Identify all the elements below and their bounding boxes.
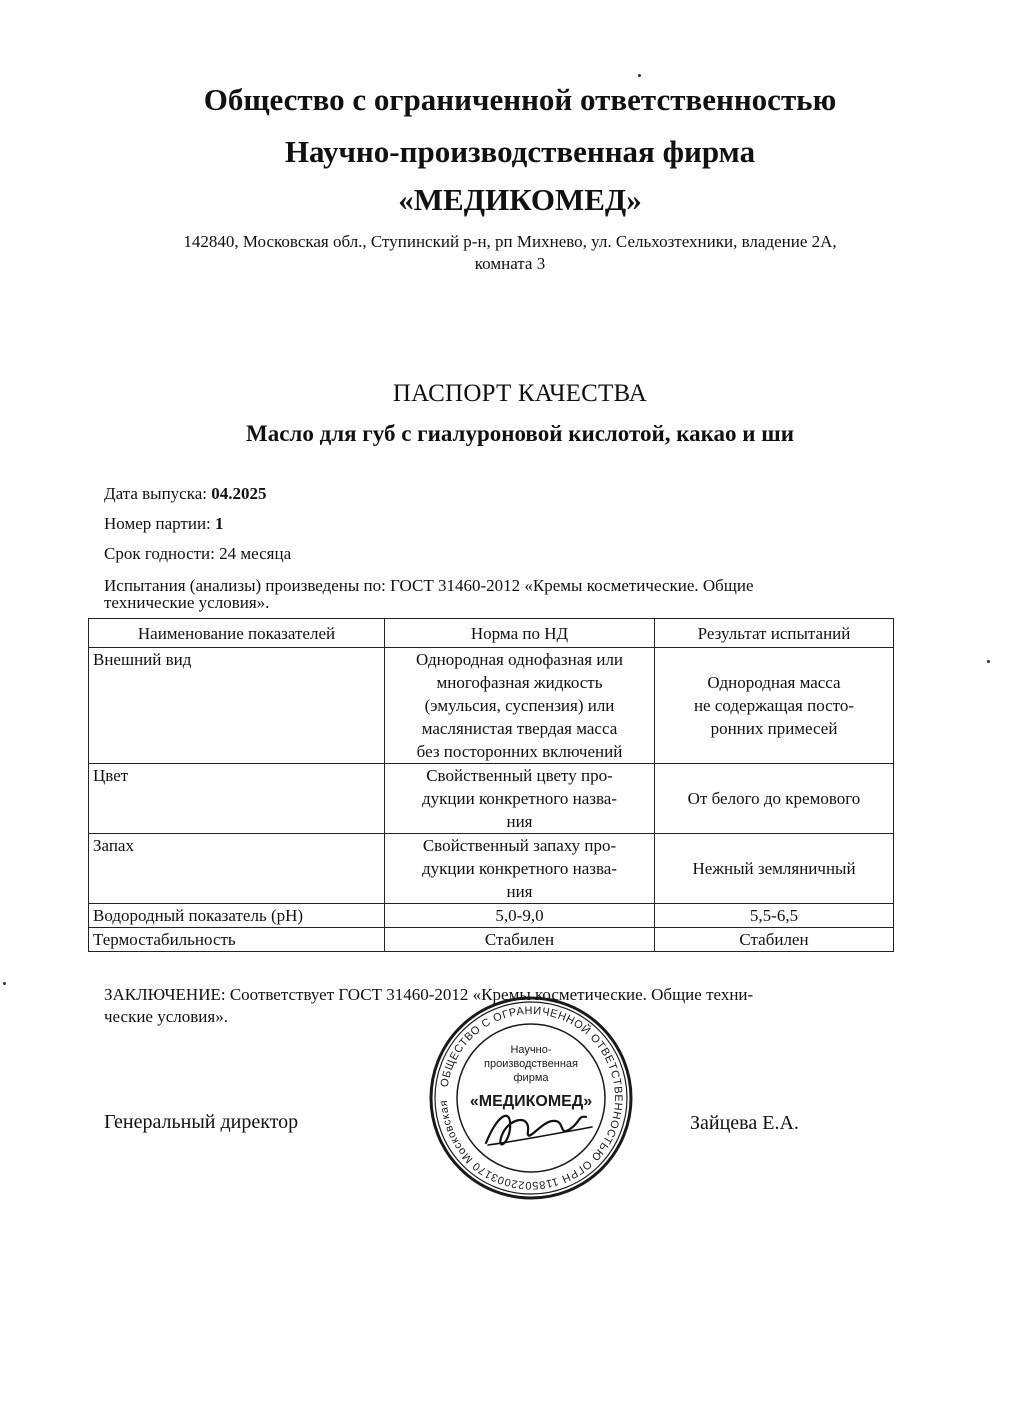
company-name-line3: «МЕДИКОМЕД» — [398, 182, 642, 217]
row-result: Стабилен — [655, 928, 894, 952]
row-name: Внешний вид — [89, 648, 385, 764]
row-name: Термостабильность — [89, 928, 385, 952]
norm-line: дукции конкретного назва- — [422, 789, 617, 808]
stamp-inner-line2: производственная — [484, 1058, 578, 1070]
norm-line: ния — [506, 882, 533, 901]
table-row — [89, 764, 894, 834]
company-name-line1: Общество с ограниченной ответственностью — [203, 82, 837, 117]
norm-line: Свойственный запаху про- — [422, 836, 617, 855]
row-norm: Стабилен — [385, 928, 655, 952]
result-line: ронних примесей — [710, 719, 838, 738]
norm-line: Однородная однофазная или — [415, 650, 624, 669]
batch-value: 1 — [215, 514, 224, 533]
row-name: Цвет — [89, 764, 385, 834]
company-name-line2: Научно-производственная фирма — [284, 134, 756, 169]
row-result — [655, 834, 894, 904]
tests-line2: технические условия». — [104, 593, 270, 612]
row-result: 5,5-6,5 — [655, 904, 894, 928]
norm-line: маслянистая твердая масса — [421, 719, 618, 738]
stamp-graphic — [428, 995, 634, 1201]
address-line2: комната 3 — [474, 254, 546, 273]
row-norm — [385, 764, 655, 834]
issue-date — [104, 484, 267, 504]
result-line: Однородная масса — [707, 673, 841, 692]
address-line1: 142840, Московская обл., Ступинский р-н, рп Михнево, ул. Сельхозтехники, владение 2А, — [183, 232, 837, 251]
result-line: Нежный земляничный — [692, 859, 856, 878]
table-header-row — [89, 619, 894, 648]
quality-table — [88, 618, 894, 952]
director-name: Зайцева Е.А. — [690, 1112, 799, 1134]
norm-line: без посторонних включений — [416, 742, 623, 761]
norm-line: (эмульсия, суспензия) или — [424, 696, 615, 715]
result-line: От белого до кремового — [687, 789, 861, 808]
row-norm — [385, 834, 655, 904]
row-result — [655, 764, 894, 834]
stamp-inner-line1: Научно- — [510, 1044, 552, 1056]
shelf-life: Срок годности: 24 месяца — [104, 544, 292, 563]
norm-line: ния — [506, 812, 533, 831]
stamp-ring-text: ОБЩЕСТВО С ОГРАНИЧЕННОЙ ОТВЕТСТВЕННОСТЬЮ ОГРН 1185022003170 Московская — [437, 1004, 625, 1192]
scan-speck — [3, 982, 6, 985]
tests-line1: Испытания (анализы) произведены по: ГОСТ 31460-2012 «Кремы косметические. Общие — [104, 576, 754, 595]
header-indicator: Наименование показателей — [89, 619, 385, 648]
scan-speck — [638, 74, 641, 77]
row-name: Водородный показатель (pH) — [89, 904, 385, 928]
product-name: Масло для губ с гиалуроновой кислотой, какао и ши — [246, 421, 794, 446]
stamp-brand: «МЕДИКОМЕД» — [469, 1093, 593, 1110]
norm-line: многофазная жидкость — [436, 673, 603, 692]
table-row — [89, 834, 894, 904]
norm-line: дукции конкретного назва- — [422, 859, 617, 878]
header-norm: Норма по НД — [385, 619, 655, 648]
row-norm: 5,0-9,0 — [385, 904, 655, 928]
header-result: Результат испытаний — [655, 619, 894, 648]
result-line: не содержащая посто- — [693, 696, 855, 715]
batch-number — [104, 514, 224, 534]
table-row — [89, 928, 894, 952]
table-row — [89, 648, 894, 764]
conclusion-line1: ЗАКЛЮЧЕНИЕ: Соответствует ГОСТ 31460-2012 «Кремы косметические. Общие техни- — [104, 985, 754, 1004]
director-title: Генеральный директор — [104, 1111, 299, 1133]
stamp-inner-line3: фирма — [513, 1072, 549, 1084]
scan-speck — [987, 660, 990, 663]
row-norm — [385, 648, 655, 764]
norm-line: Свойственный цвету про- — [426, 766, 613, 785]
issue-date-label: Дата выпуска: — [104, 484, 207, 503]
company-address — [60, 231, 960, 275]
conclusion-line2: ческие условия». — [104, 1007, 228, 1026]
tests-standard — [104, 577, 894, 611]
batch-label: Номер партии: — [104, 514, 211, 533]
row-result — [655, 648, 894, 764]
document-title: ПАСПОРТ КАЧЕСТВА — [392, 380, 648, 407]
table-row — [89, 904, 894, 928]
issue-date-value: 04.2025 — [211, 484, 267, 503]
company-stamp — [428, 995, 634, 1201]
row-name: Запах — [89, 834, 385, 904]
